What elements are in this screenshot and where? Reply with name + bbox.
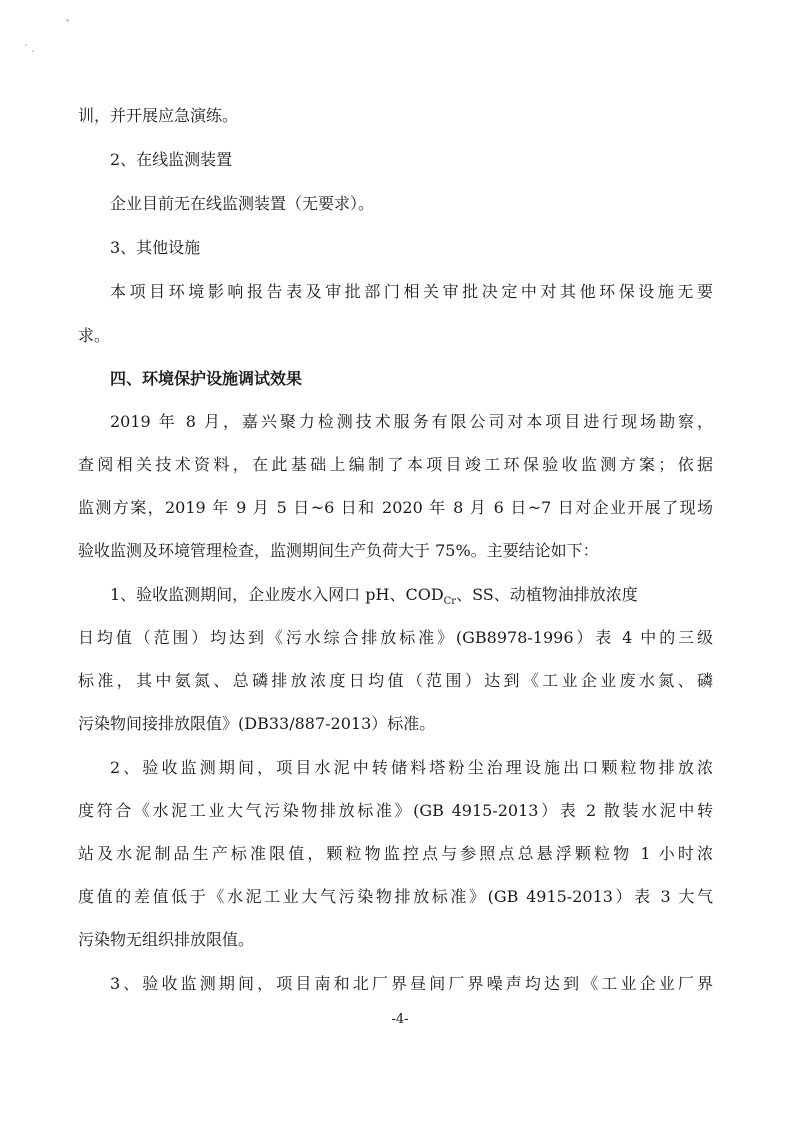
text-line xyxy=(0,836,800,872)
scan-speck xyxy=(66,19,69,22)
paragraph-text: 验收监测及环境管理检查，监测期间生产负荷大于 75%。主要结论如下： xyxy=(78,541,599,560)
paragraph-text: 污染物无组织排放限值。 xyxy=(78,930,255,949)
paragraph-text: 求。 xyxy=(78,326,111,345)
paragraph-text: 日均值（范围）均达到《污水综合排放标准》(GB8978-1996）表 4 中的三级 xyxy=(78,628,713,647)
paragraph-text: 站及水泥制品生产标准限值，颗粒物监控点与参照点总悬浮颗粒物 1 小时浓 xyxy=(78,844,713,863)
text-line xyxy=(0,404,800,440)
text-line xyxy=(0,922,800,958)
paragraph-text: 查阅相关技术资料，在此基础上编制了本项目竣工环保验收监测方案；依据 xyxy=(78,455,713,474)
text-line xyxy=(0,318,800,354)
subsection-title: 2、在线监测装置 xyxy=(110,150,233,169)
text-line xyxy=(0,447,800,483)
scan-speck xyxy=(25,44,27,46)
text-line xyxy=(0,98,800,134)
text-line xyxy=(0,142,800,178)
text-line xyxy=(0,750,800,786)
paragraph-text: 本项目环境影响报告表及审批部门相关审批决定中对其他环保设施无要 xyxy=(110,282,713,301)
paragraph-text: 度符合《水泥工业大气污染物排放标准》(GB 4915-2013）表 2 散装水泥中转 xyxy=(78,801,713,820)
paragraph-text: 污染物间接排放限值》(DB33/887-2013）标准。 xyxy=(78,714,436,733)
text-line xyxy=(0,793,800,829)
paragraph-text: 3、验收监测期间，项目南和北厂界昼间厂界噪声均达到《工业企业厂界 xyxy=(110,974,713,993)
text-line xyxy=(0,274,800,310)
text-line xyxy=(0,663,800,699)
subsection-title: 3、其他设施 xyxy=(110,238,201,257)
text-line xyxy=(0,966,800,1002)
section-heading: 四、环境保护设施调试效果 xyxy=(110,369,303,388)
text-line xyxy=(0,490,800,526)
text-line xyxy=(0,879,800,915)
paragraph-continuation: 训，并开展应急演练。 xyxy=(78,106,239,125)
scan-speck xyxy=(32,50,34,52)
text-segment: 、SS、动植物油排放浓度 xyxy=(456,585,638,604)
paragraph-text: 度值的差值低于《水泥工业大气污染物排放标准》(GB 4915-2013）表 3 大气 xyxy=(78,887,713,906)
paragraph-text: 2019 年 8 月，嘉兴聚力检测技术服务有限公司对本项目进行现场勘察， xyxy=(110,412,713,431)
paragraph-text xyxy=(110,577,638,613)
text-line xyxy=(0,361,800,397)
text-segment: 1、验收监测期间，企业废水入网口 pH、COD xyxy=(110,585,444,604)
subscript-text: Cr xyxy=(443,596,457,608)
text-line xyxy=(0,533,800,569)
text-line xyxy=(0,577,800,613)
page-number: -4- xyxy=(391,1012,409,1027)
paragraph-text: 标准，其中氨氮、总磷排放浓度日均值（范围）达到《工业企业废水氮、磷 xyxy=(78,671,713,690)
text-line xyxy=(0,620,800,656)
text-line xyxy=(0,186,800,222)
paragraph-text: 监测方案，2019 年 9 月 5 日~6 日和 2020 年 8 月 6 日~7 日对企业开展了现场 xyxy=(78,498,713,517)
paragraph-text: 企业目前无在线监测装置（无要求）。 xyxy=(110,194,375,213)
text-line xyxy=(0,706,800,742)
text-line xyxy=(0,230,800,266)
paragraph-text: 2、验收监测期间，项目水泥中转储料塔粉尘治理设施出口颗粒物排放浓 xyxy=(110,758,713,777)
